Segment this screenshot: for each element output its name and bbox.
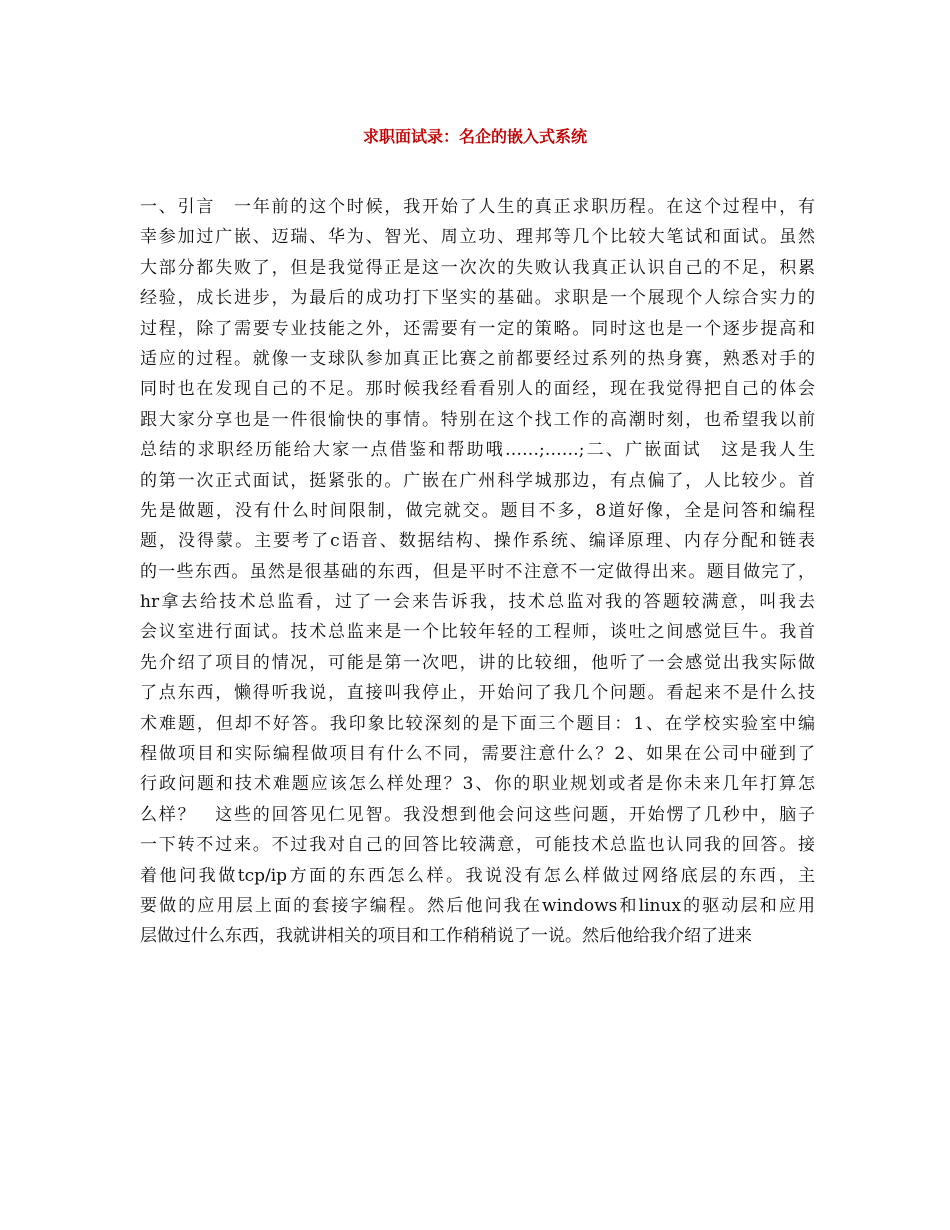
body-text-line: 过程，除了需要专业技能之外，还需要有一定的策略。同时这也是一个逐步提高和 (140, 318, 815, 339)
body-text-line: 要做的应用层上面的套接字编程。然后他问我在windows和linux的驱动层和应用 (140, 895, 815, 916)
body-text-line: 了点东西，懒得听我说，直接叫我停止，开始问了我几个问题。看起来不是什么技 (140, 683, 815, 704)
body-text-line: 先介绍了项目的情况，可能是第一次吧，讲的比较细，他听了一会感觉出我实际做 (140, 652, 815, 673)
document-title: 求职面试录：名企的嵌入式系统 (362, 127, 587, 146)
body-text-line: 题，没得蒙。主要考了c语音、数据结构、操作系统、编译原理、内存分配和链表 (140, 531, 815, 552)
body-text-line: 一下转不过来。不过我对自己的回答比较满意，可能技术总监也认同我的回答。接 (140, 835, 815, 856)
body-text-line: 层做过什么东西，我就讲相关的项目和工作稍稍说了一说。然后他给我介绍了进来 (140, 926, 752, 947)
body-text-line: 经验，成长进步，为最后的成功打下坚实的基础。求职是一个展现个人综合实力的 (140, 288, 815, 309)
body-text-line: 会议室进行面试。技术总监来是一个比较年轻的工程师，谈吐之间感觉巨牛。我首 (140, 622, 815, 643)
body-text-line: 先是做题，没有什么时间限制，做完就交。题目不多，8道好像，全是问答和编程 (140, 500, 815, 521)
body-text-line: hr拿去给技术总监看，过了一会来告诉我，技术总监对我的答题较满意，叫我去 (140, 592, 815, 613)
body-text-line: 的一些东西。虽然是很基础的东西，但是平时不注意不一定做得出来。题目做完了， (140, 561, 815, 582)
body-text-line: 大部分都失败了，但是我觉得正是这一次次的失败认我真正认识自己的不足，积累 (140, 257, 815, 278)
body-text-line: 行政问题和技术难题应该怎么样处理？3、你的职业规划或者是你未来几年打算怎 (140, 774, 815, 795)
body-text-line: 同时也在发现自己的不足。那时候我经看看别人的面经，现在我觉得把自己的体会 (140, 379, 815, 400)
body-text-line: 程做项目和实际编程做项目有什么不同，需要注意什么？2、如果在公司中碰到了 (140, 744, 815, 765)
body-text-line: 的第一次正式面试，挺紧张的。广嵌在广州科学城那边，有点偏了，人比较少。首 (140, 470, 815, 491)
body-text-line: 幸参加过广嵌、迈瑞、华为、智光、周立功、理邦等几个比较大笔试和面试。虽然 (140, 227, 815, 248)
body-text-line: 着他问我做tcp/ip方面的东西怎么样。我说没有怎么样做过网络底层的东西，主 (140, 865, 815, 886)
body-text-line: 么样？ 这些的回答见仁见智。我没想到他会问这些问题，开始愣了几秒中，脑子 (140, 804, 815, 825)
body-text-line: 适应的过程。就像一支球队参加真正比赛之前都要经过系列的热身赛，熟悉对手的 (140, 348, 815, 369)
body-text-line: 一、引言 一年前的这个时候，我开始了人生的真正求职历程。在这个过程中，有 (140, 197, 815, 217)
body-text-line: 术难题，但却不好答。我印象比较深刻的是下面三个题目：1、在学校实验室中编 (140, 713, 815, 734)
body-text-line: 总结的求职经历能给大家一点借鉴和帮助哦……;……;二、广嵌面试 这是我人生 (140, 440, 815, 461)
document-body (140, 192, 815, 952)
body-text-line: 跟大家分享也是一件很愉快的事情。特别在这个找工作的高潮时刻，也希望我以前 (140, 409, 815, 430)
